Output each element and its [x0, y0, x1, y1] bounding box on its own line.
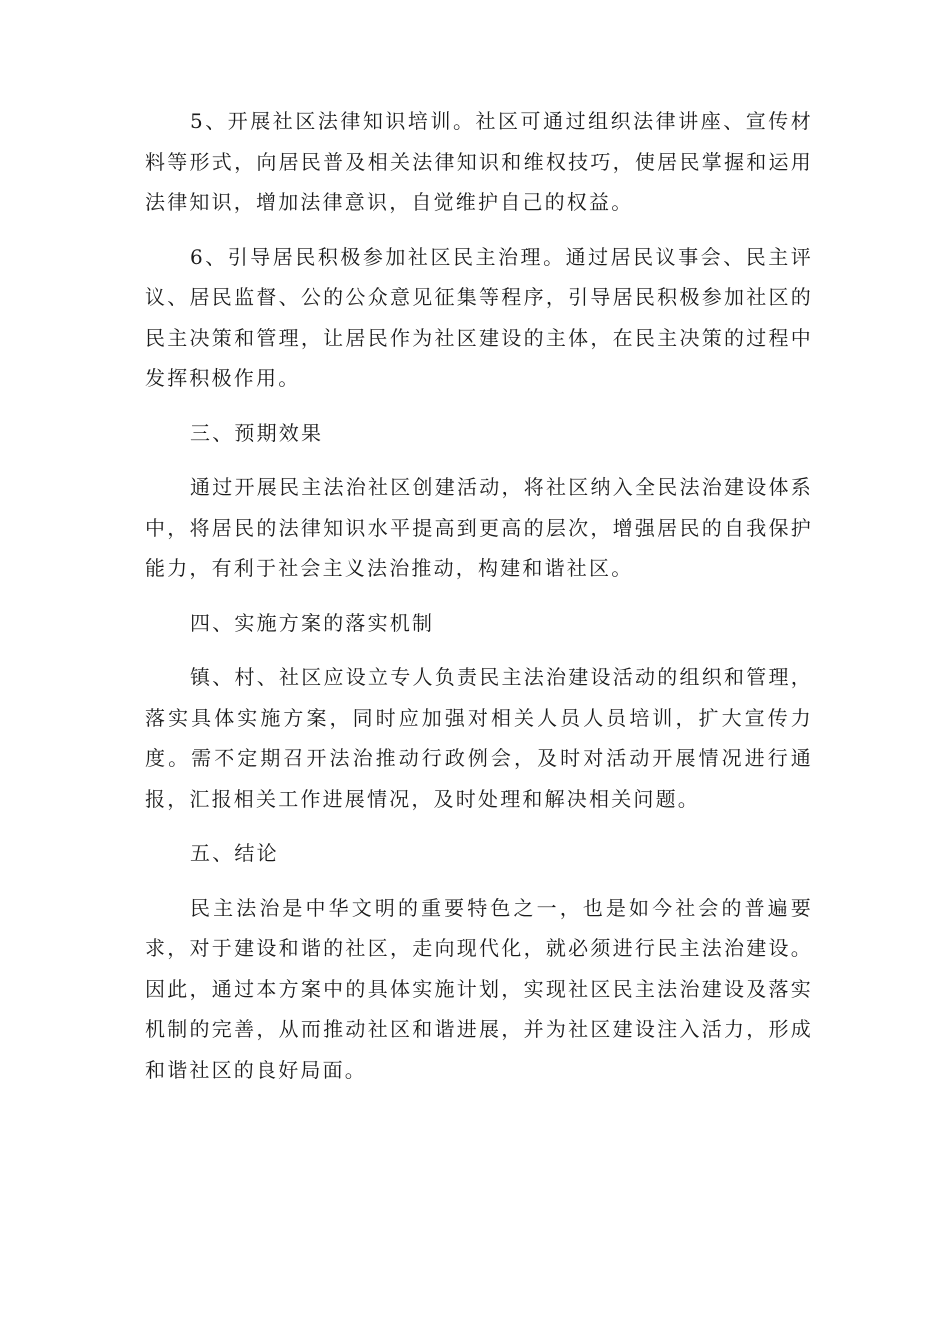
paragraph-item-5-legal-training: 5、开展社区法律知识培训。社区可通过组织法律讲座、宣传材料等形式，向居民普及相关法律知识和维权技巧，使居民掌握和运用法律知识，增加法律意识，自觉维护自己的权益。: [145, 109, 813, 214]
section-heading-implementation-mechanism: 四、实施方案的落实机制: [190, 610, 435, 635]
section-heading-expected-results: 三、预期效果: [190, 420, 324, 445]
paragraph-expected-results: 通过开展民主法治社区创建活动，将社区纳入全民法治建设体系中，将居民的法律知识水平提高到更高的层次，增强居民的自我保护能力，有利于社会主义法治推动，构建和谐社区。: [145, 475, 813, 580]
paragraph-conclusion: 民主法治是中华文明的重要特色之一，也是如今社会的普遍要求，对于建设和谐的社区，走向现代化，就必须进行民主法治建设。因此，通过本方案中的具体实施计划，实现社区民主法治建设及落实机制的完善，从而推动社区和谐进展，并为社区建设注入活力，形成和谐社区的良好局面。: [145, 895, 813, 1082]
document-body: [145, 101, 813, 1104]
paragraph-item-6-democratic-governance: 6、引导居民积极参加社区民主治理。通过居民议事会、民主评议、居民监督、公的公众意见征集等程序，引导居民积极参加社区的民主决策和管理，让居民作为社区建设的主体，在民主决策的过程中发挥积极作用。: [145, 244, 813, 390]
paragraph-implementation-mechanism: 镇、村、社区应设立专人负责民主法治建设活动的组织和管理，落实具体实施方案，同时应加强对相关人员人员培训，扩大宣传力度。需不定期召开法治推动行政例会，及时对活动开展情况进行通报，汇报相关工作进展情况，及时处理和解决相关问题。: [145, 665, 813, 811]
section-heading-conclusion: 五、结论: [190, 841, 279, 865]
